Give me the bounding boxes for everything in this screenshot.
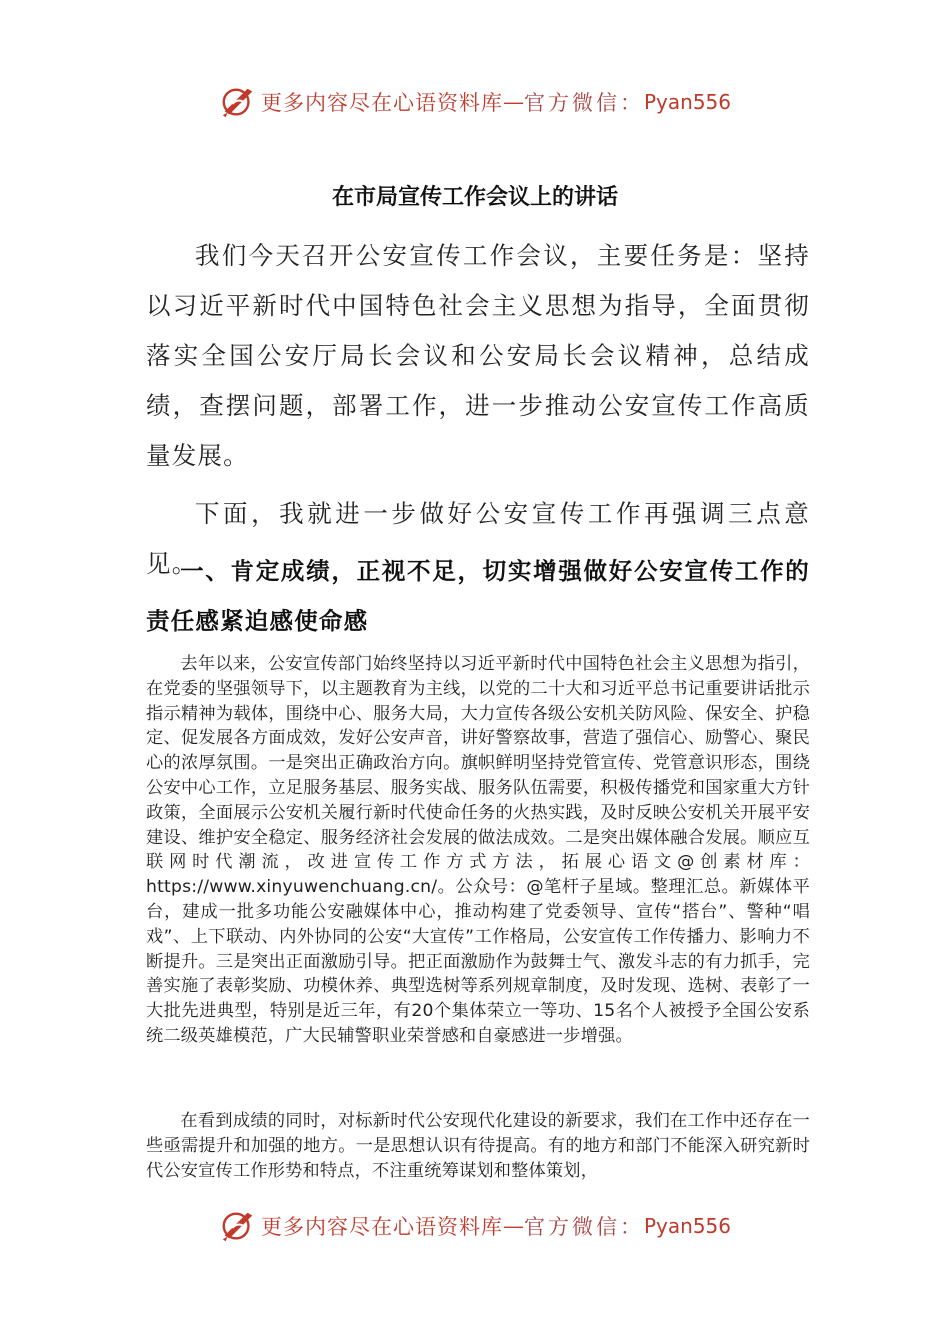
pen-logo-icon [219,1207,257,1245]
intro-paragraph: 我们今天召开公安宣传工作会议，主要任务是：坚持以习近平新时代中国特色社会主义思想为指导，全面贯彻落实全国公安厅局长会议和公安局长会议精神，总结成绩，查摆问题，部署工作，进一步推动公安宣传工作高质量发展。 [146,241,810,470]
body-paragraph-2: 在看到成绩的同时，对标新时代公安现代化建设的新要求，我们在工作中还存在一些亟需提升和加强的地方。一是思想认识有待提高。有的地方和部门不能深入研究新时代公安宣传工作形势和特点，不注重统筹谋划和整体策划， [146,1111,810,1181]
body-paragraph-1: 去年以来，公安宣传部门始终坚持以习近平新时代中国特色社会主义思想为指引，在党委的坚强领导下，以主题教育为主线，以党的二十大和习近平总书记重要讲话批示指示精神为载体，围绕中心、服务大局，大力宣传各级公安机关防风险、保安全、护稳定、促发展各方面成效，发好公安声音，讲好警察故事，营造了强信心、励警心、聚民心的浓厚氛围。一是突出正确政治方向。旗帜鲜明坚持党管宣传、党管意识形态，围绕公安中心工作，立足服务基层、服务实战、服务队伍需要，积极传播党和国家重大方针政策，全面展示公安机关履行新时代使命任务的火热实践，及时反映公安机关开展平安建设、维护安全稳定、服务经济社会发展的做法成效。二是突出媒体融合发展。顺应互联网时代潮流，改进宣传工作方式方法，拓展心语文@创素材库：https://www.xinyuwenchuang.cn/。公众号：@笔杆子星域。整理汇总。新媒体平台，建成一批多功能公安融媒体中心，推动构建了党委领导、宣传“搭台”、警种“唱戏”、上下联动、内外协同的公安“大宣传”工作格局，公安宣传工作传播力、影响力不断提升。三是突出正面激励引导。把正面激励作为鼓舞士气、激发斗志的有力抓手，完善实施了表彰奖励、功模休养、典型选树等系列规章制度，及时发现、选树、表彰了一大批先进典型，特别是近三年，有20个集体荣立一等功、15名个人被授予全国公安系统二级英雄模范，广大民辅警职业荣誉感和自豪感进一步增强。 [146,654,810,1046]
watermark-main-text: 更多内容尽在心语资料库 [260,91,503,115]
watermark-dash: — [502,90,524,114]
pen-logo-icon [219,83,257,121]
watermark-banner-bottom [0,1206,950,1246]
watermark-wechat-id: Pyan556 [643,90,731,114]
section-heading-1: 一、肯定成绩，正视不足，切实增强做好公安宣传工作的责任感紧迫感使命感 [146,557,810,635]
watermark-banner-top [0,82,950,122]
watermark-label: 官方微信： [523,91,644,115]
transition-paragraph: 下面，我就进一步做好公安宣传工作再强调三点意见。 [146,499,810,578]
watermark-wechat-id: Pyan556 [643,1214,731,1238]
watermark-label: 官方微信： [523,1215,644,1239]
document-title: 在市局宣传工作会议上的讲话 [331,185,618,210]
watermark-main-text: 更多内容尽在心语资料库 [260,1215,503,1239]
watermark-dash: — [502,1214,524,1238]
